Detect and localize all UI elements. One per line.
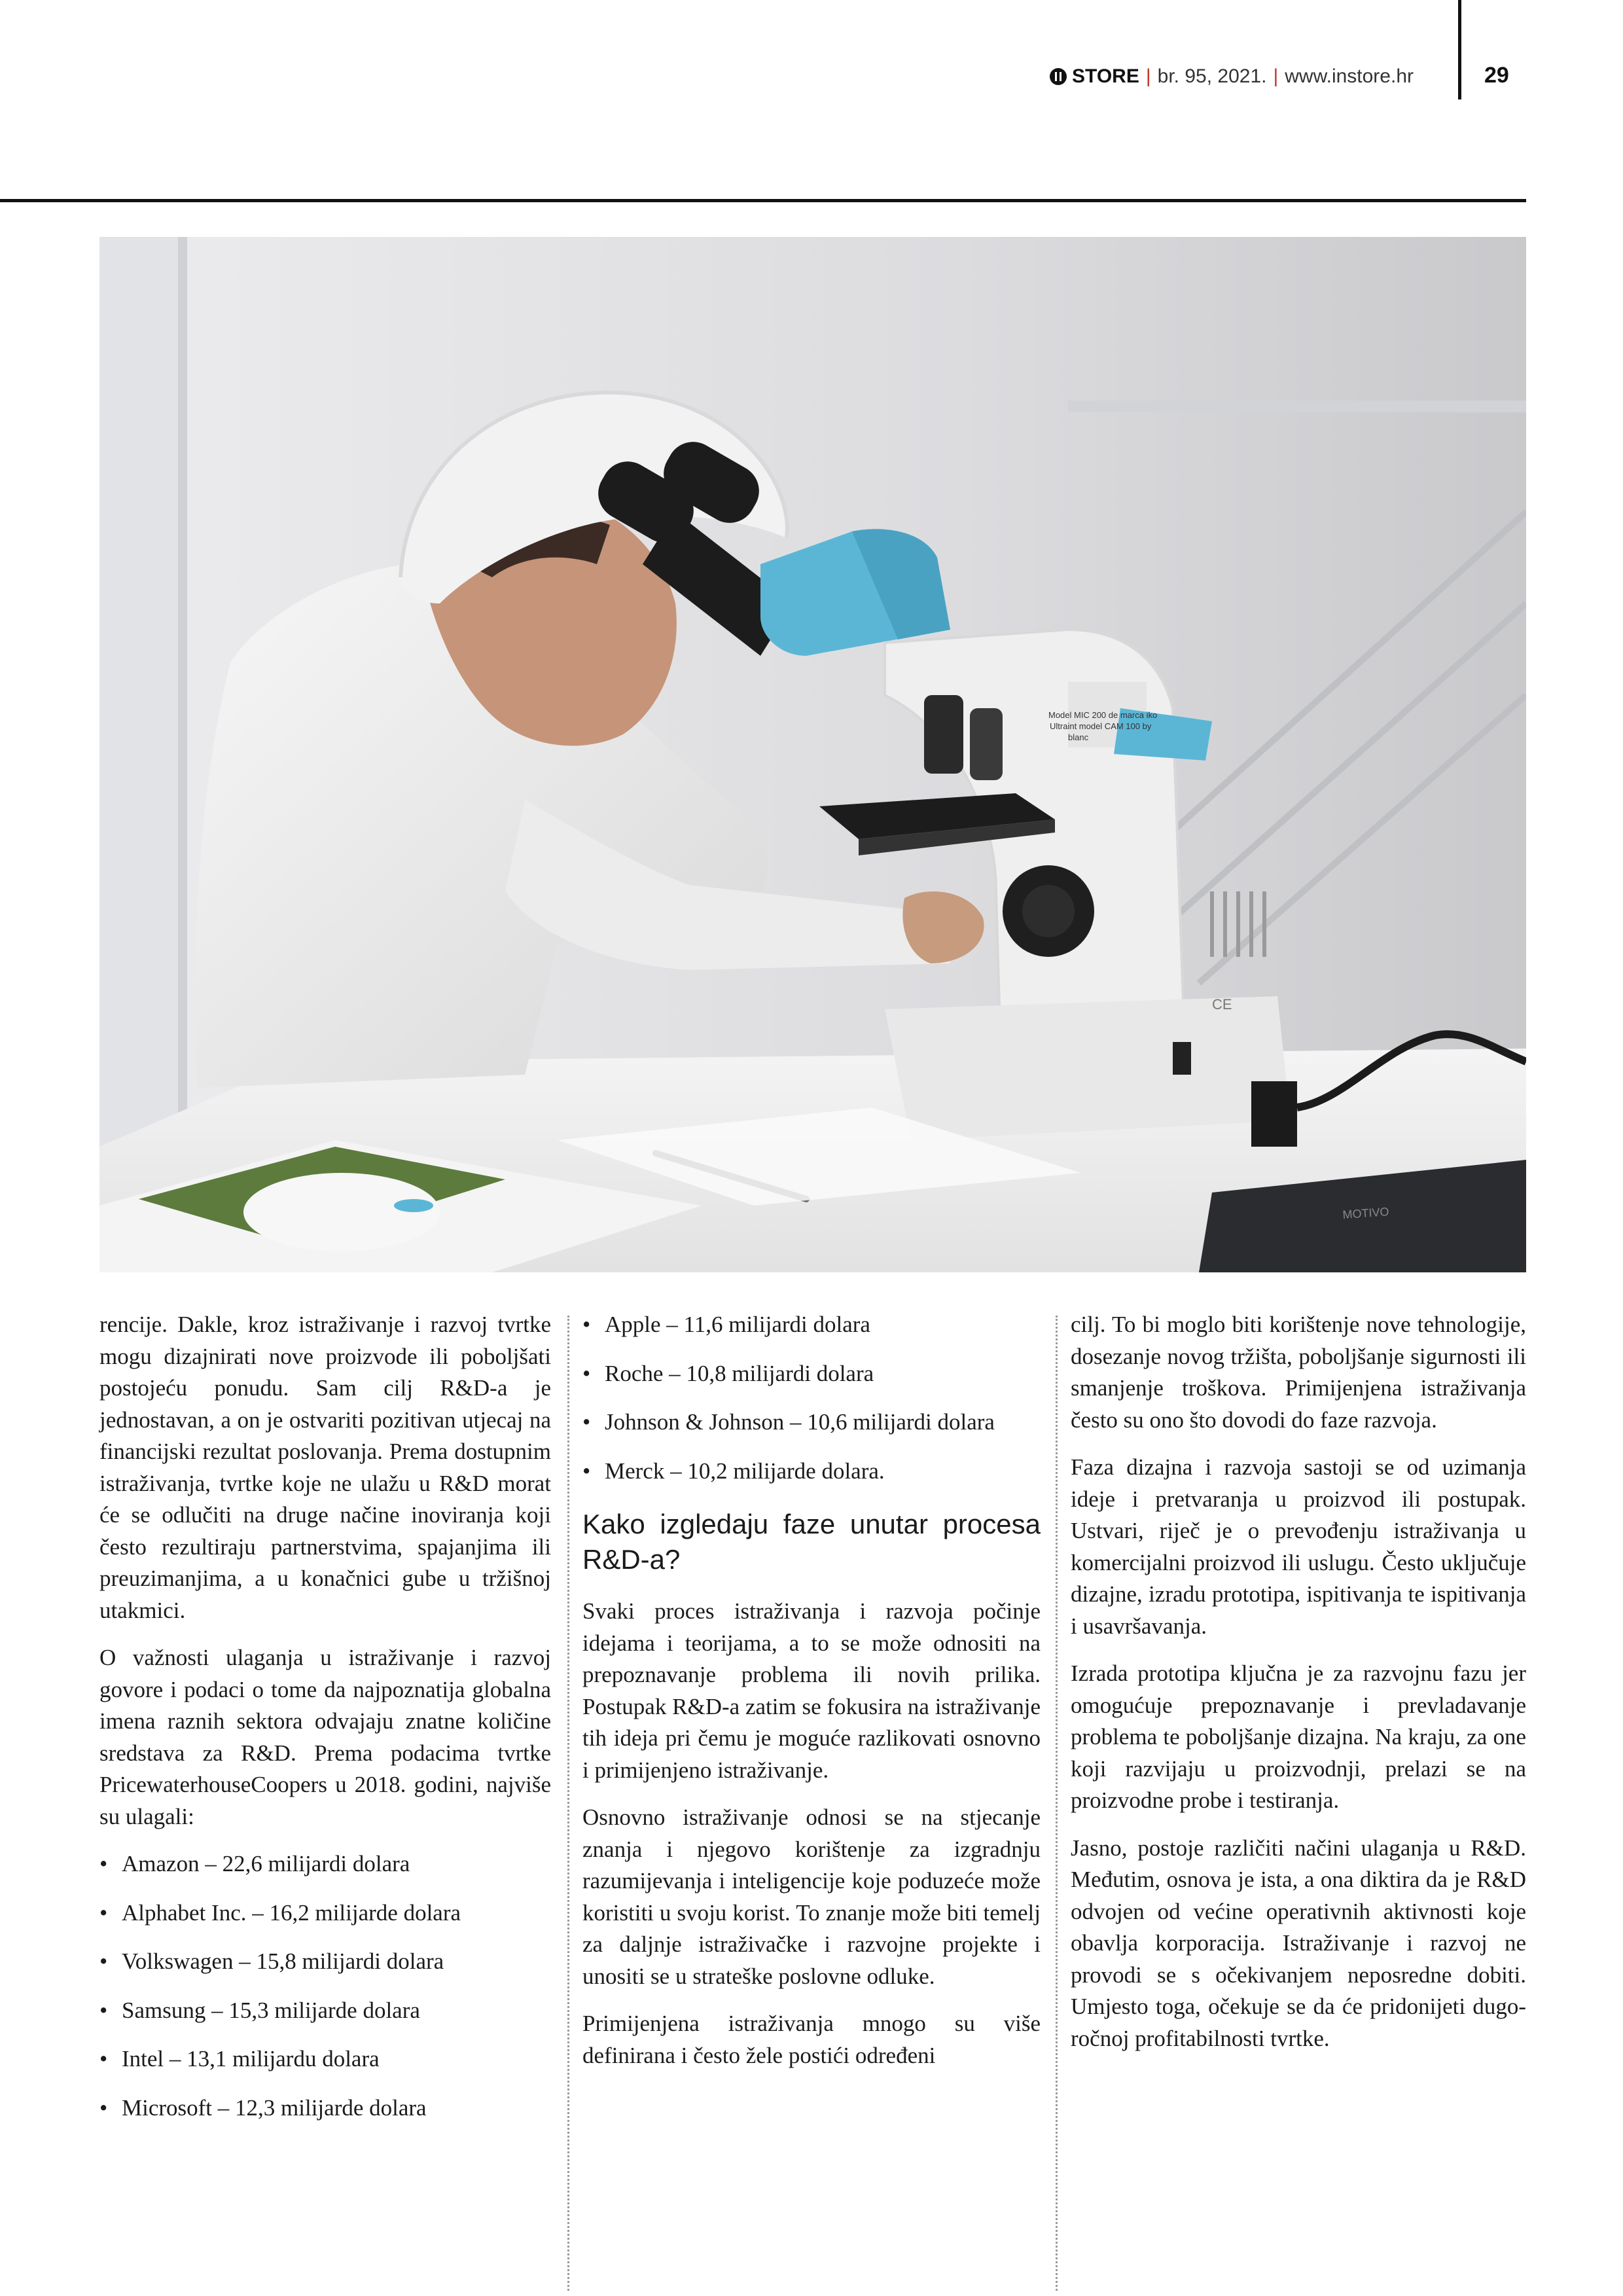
- paragraph: cilj. To bi moglo biti korištenje nove tehnologije, dosezanje novog tržišta, poboljšanje sigurnosti ili smanjenje troškova. Primijenjena istraživanja često su ono što dovodi do faze razvoja.: [1071, 1312, 1526, 1433]
- paragraph: Osnovno istraživanje odnosi se na stjecanje znanja i njegovo korištenje za izgradnju razumijevanja i inteligencije koje poduzeće može koristiti u svoju korist. To znanje može biti temelj za daljnje istraživačke i razvojne projekte i unositi se u strateške poslovne odluke.: [582, 1804, 1041, 1989]
- header-separator: |: [1273, 65, 1279, 87]
- paragraph: O važnosti ulaganja u istraživanje i razvoj govore i podaci o tome da najpoznatija globalna imena raznih sektora odvajaju znatne količine sredstava za R&D. Prema podacima tvrtke PricewaterhouseCoopers u 2018. godini, najviše su ulagali:: [99, 1645, 551, 1829]
- list-item: • Alphabet Inc. – 16,2 milijarde dolara: [99, 1897, 551, 1929]
- lab-photo-illustration: [99, 237, 1526, 1272]
- website-url: www.instore.hr: [1285, 65, 1414, 87]
- magazine-logo: STORE: [1072, 65, 1139, 87]
- list-item: • Johnson & Johnson – 10,6 milijardi dolara: [582, 1407, 1041, 1439]
- list-item: • Samsung – 15,3 milijarde dolara: [99, 1995, 551, 2027]
- list-item: • Apple – 11,6 milijardi dolara: [582, 1309, 1041, 1341]
- column-divider: [1056, 1316, 1058, 2291]
- paragraph: Svaki proces istraživanja i razvoja počinje idejama i teorijama, a to se može odnositi na prepoznavanje problema ili novih prilika. Postupak R&D-a zatim se fokusira na istraživanje tih ideja pri čemu je moguće razlikovati osnovno i primijenjeno istraživanje.: [582, 1598, 1041, 1783]
- lab-photo: [99, 237, 1526, 1272]
- section-heading: Kako izgledaju faze unutar procesa R&D-a?: [582, 1509, 1041, 1575]
- page-number: 29: [1484, 63, 1509, 88]
- investment-list: [99, 1848, 551, 2124]
- list-item: • Merck – 10,2 milijarde dolara.: [582, 1456, 1041, 1488]
- list-item: • Microsoft – 12,3 milijarde dolara: [99, 2092, 551, 2125]
- paragraph: Primijenjena istraživanja mnogo su više definirana i često žele postići određeni: [582, 2011, 1041, 2068]
- running-header: [1021, 65, 1414, 105]
- list-item: • Amazon – 22,6 milijardi dolara: [99, 1848, 551, 1880]
- paragraph: Faza dizajna i razvoja sastoji se od uzimanja ideje i pretvaranja u proizvod ili postupak. Ustvari, riječ je o prevođenju istraživanja u komercijalni proizvod ili uslugu. Često uključuje dizajne, izradu prototipa, ispitivanja te ispitivanja i usavršavanja.: [1071, 1454, 1526, 1639]
- investment-list-continued: [582, 1309, 1041, 1487]
- header-vertical-rule: [1458, 0, 1461, 99]
- microscope-label-1: Model MIC 200 de marca iko: [1048, 710, 1158, 720]
- paragraph: Jasno, postoje različiti načini ulaganja u R&D. Međutim, osnova je ista, a ona diktira da je R&D odvojen od većine operativnih aktivnosti koje obavlja korporacija. Istraživanje i razvoj ne provodi se s očekivanjem neposredne dobiti. Umjesto toga, očekuje se da će pridonijeti dugoročnoj profitabilnosti tvrtke.: [1071, 1835, 1526, 2051]
- ce-mark: CE: [1212, 996, 1232, 1013]
- paragraph: Izrada prototipa ključna je za razvojnu fazu jer omogućuje prepoznavanje i prevladavanje problema te poboljšanje dizajna. Na kraju, za one koji razvijaju u proizvodnji, prelazi se na proizvodne probe i testiranja.: [1071, 1660, 1526, 1813]
- paragraph: rencije. Dakle, kroz istraživanje i razvoj tvrtke mogu dizajnirati nove proizvode ili poboljšati postojeću ponudu. Sam cilj R&D-a je jednostavan, a on je ostvariti pozitivan utjecaj na financijski rezultat poslovanja. Prema dostupnim istraživanja, tvrtke koje ne ulažu u R&D morat će se odlučiti na druge načine inoviranja koji često rezultiraju partnerstvima, spajanjima ili preuzimanjima, a u konačnici gube u tržišnoj utakmici.: [99, 1312, 551, 1623]
- header-separator: |: [1145, 65, 1151, 87]
- issue-number: br. 95, 2021.: [1157, 65, 1267, 87]
- store-logo-icon: [1050, 68, 1067, 85]
- list-item: • Volkswagen – 15,8 milijardi dolara: [99, 1946, 551, 1978]
- microscope-label-3: blanc: [1068, 732, 1089, 742]
- column-divider: [567, 1316, 569, 2291]
- list-item: • Intel – 13,1 milijardu dolara: [99, 2043, 551, 2075]
- text-column-3: [1071, 1309, 1526, 2070]
- header-horizontal-rule: [0, 199, 1526, 202]
- notebook-text: MOTIVO: [1342, 1205, 1390, 1221]
- text-column-2: [582, 1309, 1041, 2087]
- microscope-label-2: Ultraint model CAM 100 by: [1050, 721, 1152, 731]
- text-column-1: [99, 1309, 551, 2141]
- list-item: • Roche – 10,8 milijardi dolara: [582, 1358, 1041, 1390]
